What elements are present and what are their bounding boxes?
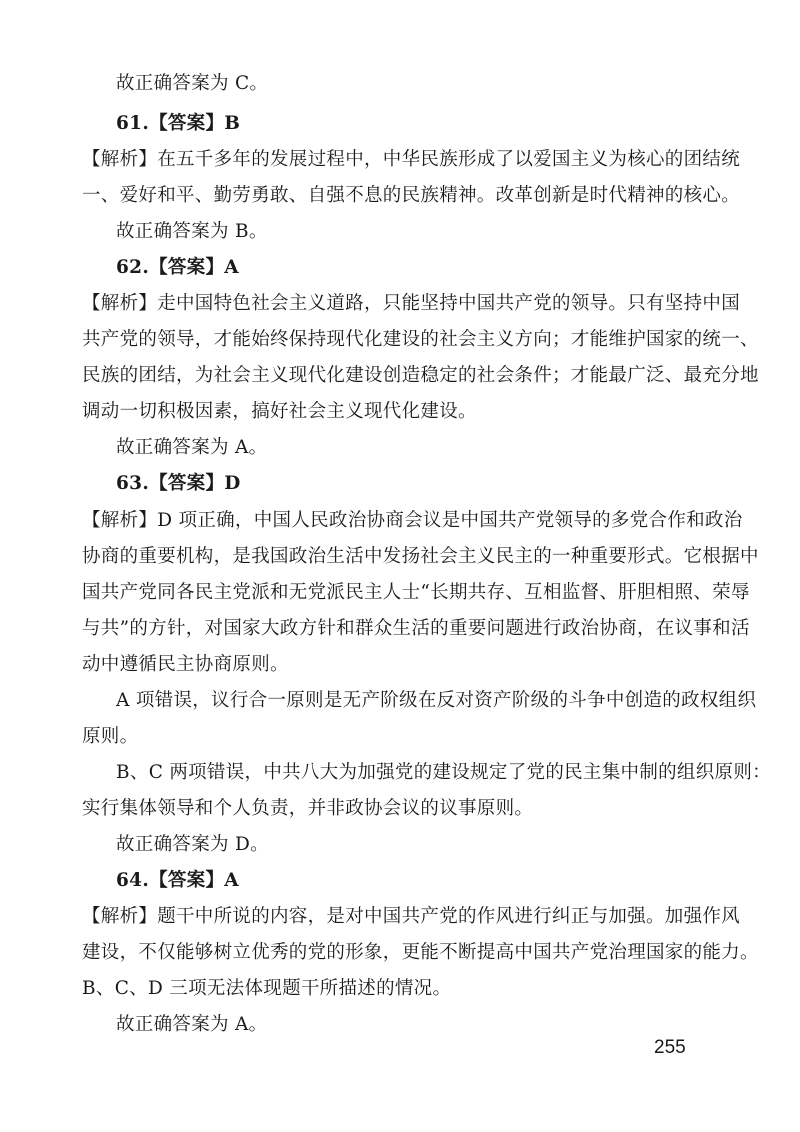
analysis-63-line-1: 【解析】D 项正确，中国人民政治协商会议是中国共产党领导的多党合作和政治 bbox=[82, 510, 743, 531]
analysis-62-line-2: 共产党的领导，才能始终保持现代化建设的社会主义方向；才能维护国家的统一、 bbox=[82, 329, 759, 350]
conclusion-63: 故正确答案为 D。 bbox=[116, 834, 269, 855]
answer-heading-61: 61.【答案】B bbox=[116, 113, 241, 134]
answer-heading-62: 62.【答案】A bbox=[116, 257, 239, 278]
analysis-63-line-4: 与共”的方针，对国家大政方针和群众生活的重要问题进行政治协商，在议事和活 bbox=[82, 618, 750, 639]
analysis-62-line-1: 【解析】走中国特色社会主义道路，只能坚持中国共产党的领导。只有坚持中国 bbox=[82, 293, 741, 314]
analysis-64-line-2: 建设，不仅能够树立优秀的党的形象，更能不断提高中国共产党治理国家的能力。 bbox=[82, 942, 759, 963]
analysis-62-line-3: 民族的团结，为社会主义现代化建设创造稳定的社会条件；才能最广泛、最充分地 bbox=[82, 365, 759, 386]
analysis-63-line-3: 国共产党同各民主党派和无党派民主人士“长期共存、互相监督、肝胆相照、荣辱 bbox=[82, 582, 750, 603]
analysis-63-option-a-line-2: 原则。 bbox=[82, 726, 139, 747]
conclusion-62: 故正确答案为 A。 bbox=[116, 437, 268, 458]
analysis-63-option-bc-line-2: 实行集体领导和个人负责，并非政协会议的议事原则。 bbox=[82, 798, 534, 819]
analysis-63-option-a-line-1: A 项错误，议行合一原则是无产阶级在反对资产阶级的斗争中创造的政权组织 bbox=[116, 690, 757, 711]
analysis-64-line-1: 【解析】题干中所说的内容，是对中国共产党的作风进行纠正与加强。加强作风 bbox=[82, 906, 741, 927]
analysis-62-line-4: 调动一切积极因素，搞好社会主义现代化建设。 bbox=[82, 401, 477, 422]
page-number: 255 bbox=[654, 1037, 686, 1058]
analysis-63-line-2: 协商的重要机构，是我国政治生活中发扬社会主义民主的一种重要形式。它根据中 bbox=[82, 546, 759, 567]
answer-heading-63: 63.【答案】D bbox=[116, 473, 241, 494]
conclusion-60: 故正确答案为 C。 bbox=[116, 73, 269, 94]
analysis-61-line-1: 【解析】在五千多年的发展过程中，中华民族形成了以爱国主义为核心的团结统 bbox=[82, 149, 741, 170]
analysis-64-line-3: B、C、D 三项无法体现题干所描述的情况。 bbox=[82, 978, 452, 999]
analysis-63-line-5: 动中遵循民主协商原则。 bbox=[82, 654, 289, 675]
conclusion-64: 故正确答案为 A。 bbox=[116, 1014, 268, 1035]
answer-heading-64: 64.【答案】A bbox=[116, 870, 239, 891]
conclusion-61: 故正确答案为 B。 bbox=[116, 221, 268, 242]
analysis-61-line-2: 一、爱好和平、勤劳勇敢、自强不息的民族精神。改革创新是时代精神的核心。 bbox=[82, 185, 741, 206]
analysis-63-option-bc-line-1: B、C 两项错误，中共八大为加强党的建设规定了党的民主集中制的组织原则： bbox=[116, 762, 771, 783]
